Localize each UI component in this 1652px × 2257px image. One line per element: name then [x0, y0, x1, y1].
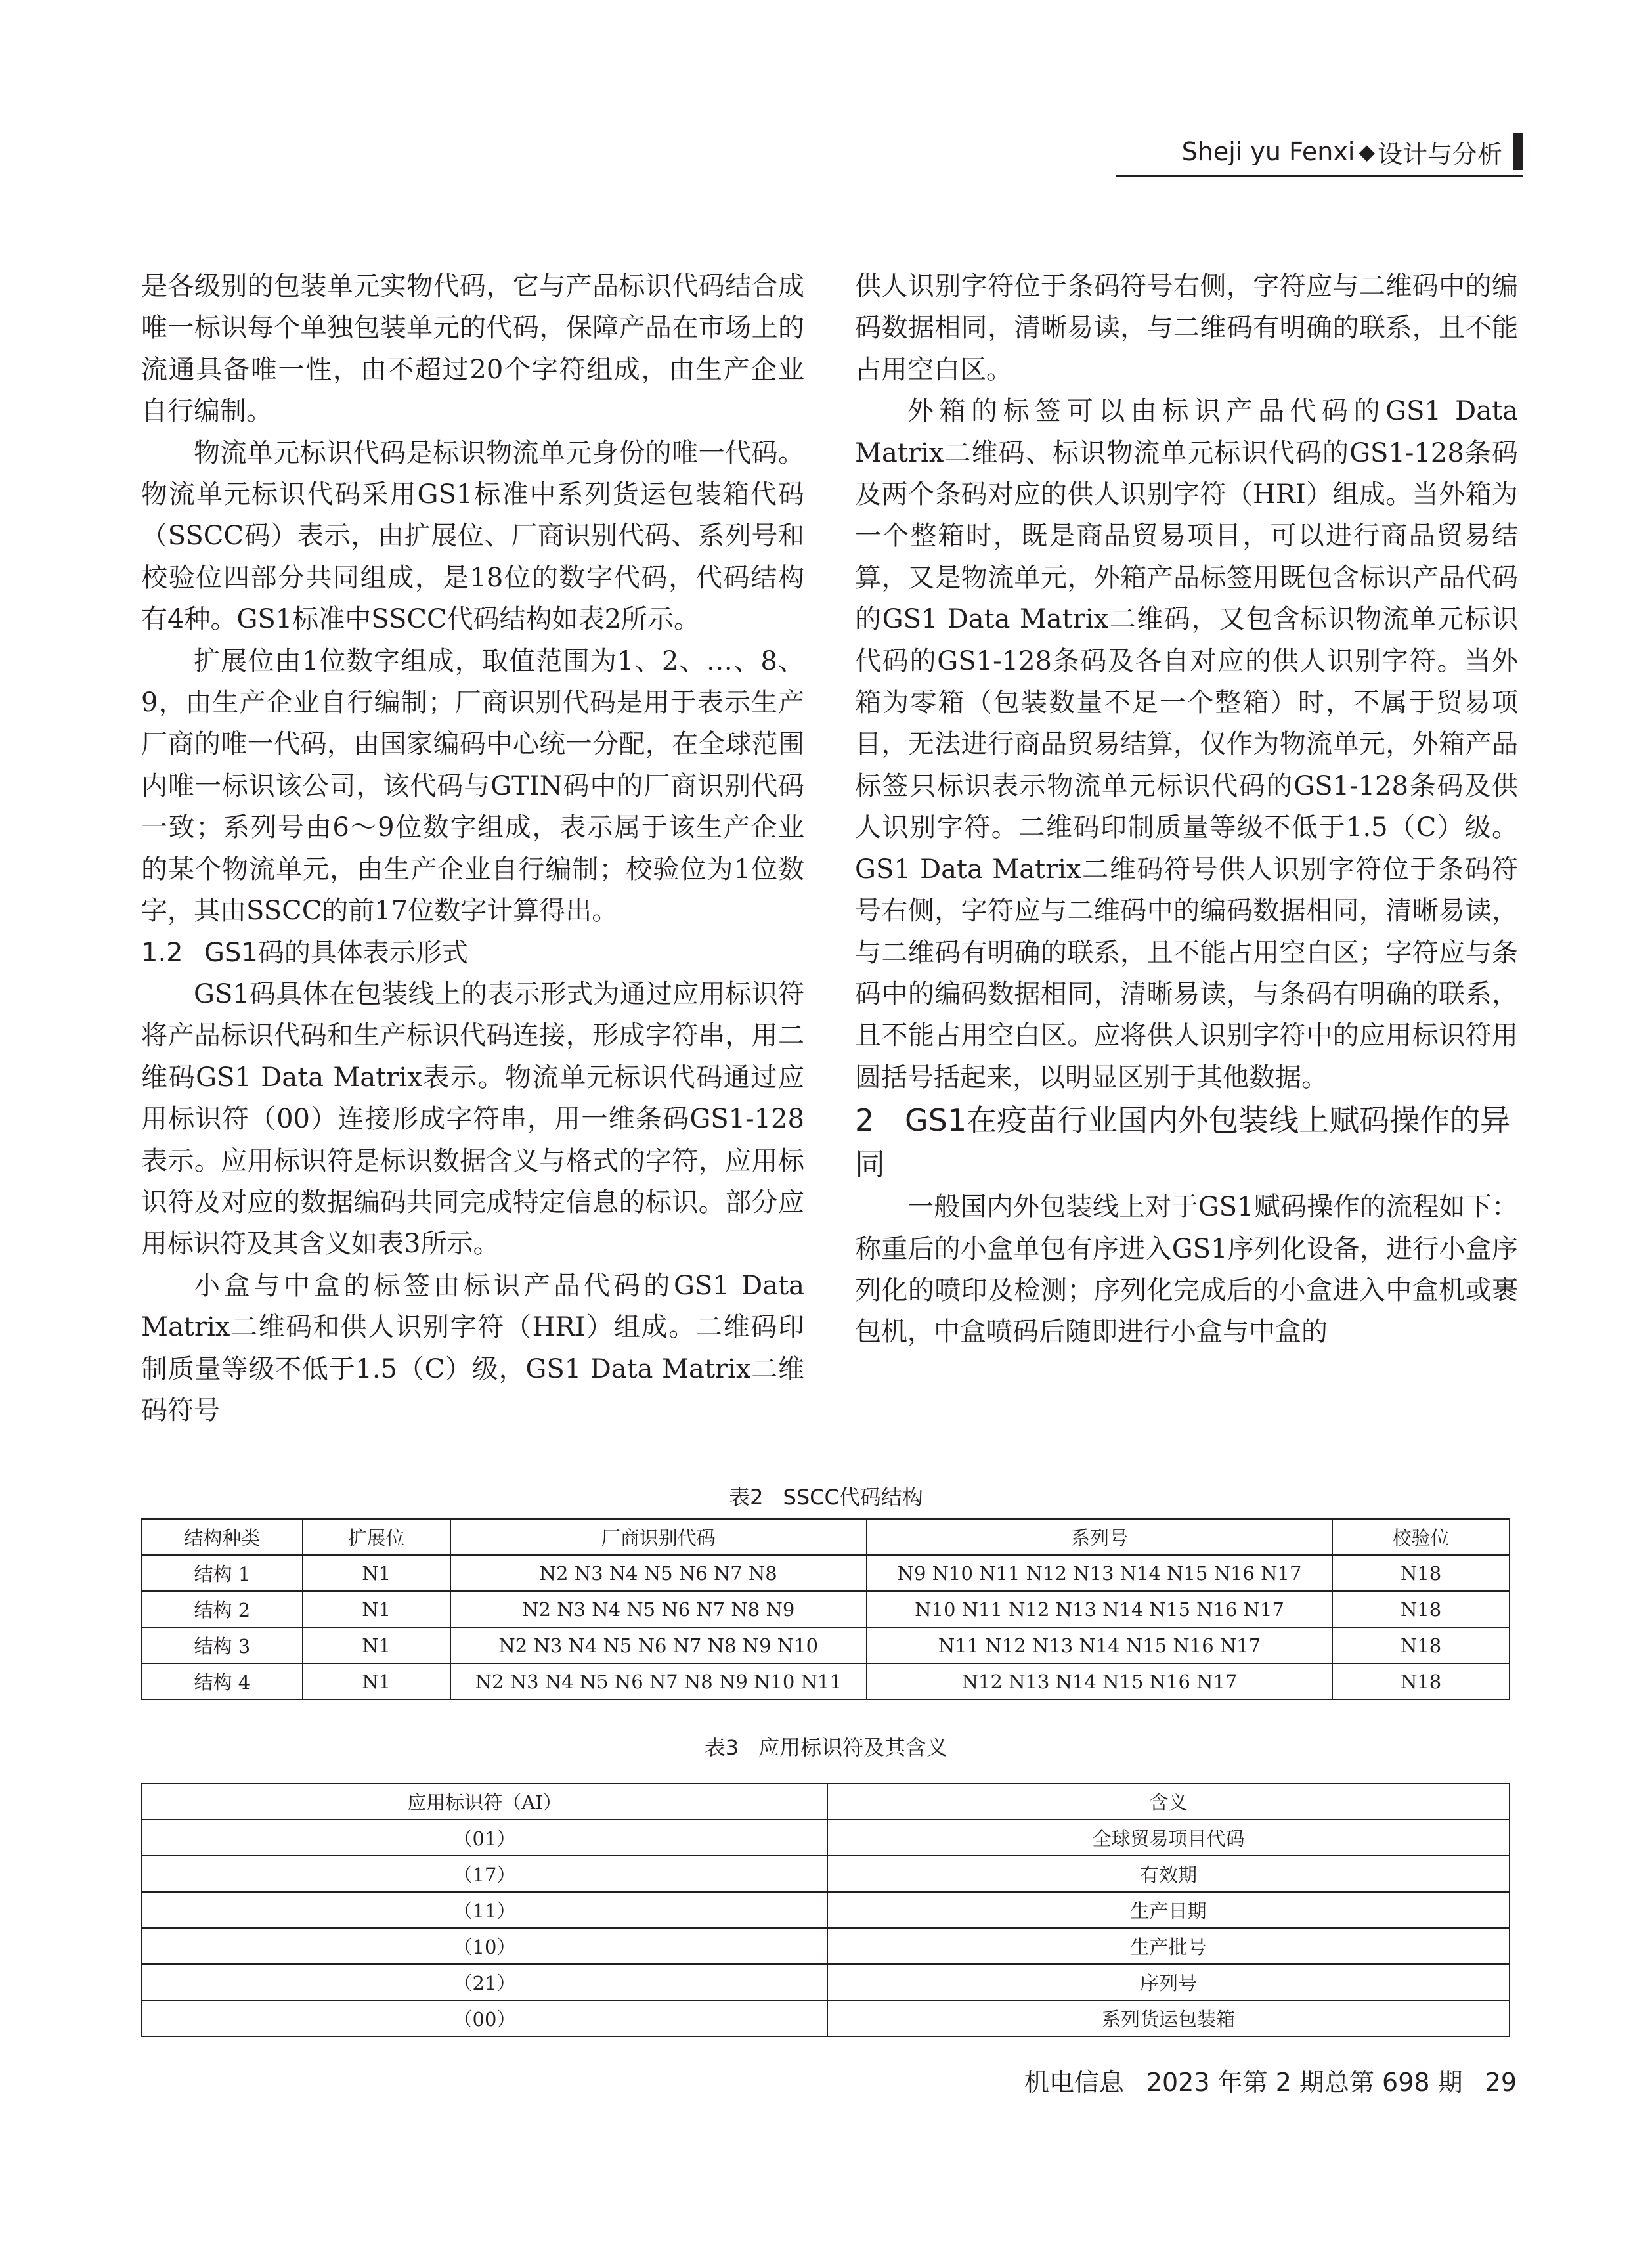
table-cell: 系列货运包装箱 — [827, 2000, 1510, 2036]
header-cell: 校验位 — [1332, 1519, 1510, 1555]
table-row — [142, 1892, 1510, 1928]
table-cell: 序列号 — [827, 1964, 1510, 2000]
section-title: GS1在疫苗行业国内外包装线上赋码操作的异同 — [855, 1103, 1511, 1183]
table-cell: N1 — [303, 1627, 450, 1663]
table2-caption-number: 表2 — [729, 1485, 764, 1510]
paragraph: 是各级别的包装单元实物代码，它与产品标识代码结合成唯一标识每个单独包装单元的代码，保障产品在市场上的流通具备唯一性，由不超过20个字符组成，由生产企业自行编制。 — [141, 271, 804, 427]
left-column — [141, 266, 804, 1432]
table-row — [142, 1663, 1510, 1699]
paragraph: 物流单元标识代码是标识物流单元身份的唯一代码。物流单元标识代码采用GS1标准中系列货运包装箱代码（SSCC码）表示，由扩展位、厂商识别代码、系列号和校验位四部分共同组成，是18位的数字代码，代码结构有4种。GS1标准中SSCC代码结构如表2所示。 — [141, 437, 804, 635]
table3-caption — [0, 1731, 1652, 1761]
table-row — [142, 1928, 1510, 1964]
section-number: 1.2 — [141, 937, 183, 968]
table2 — [141, 1518, 1510, 1700]
running-header — [1116, 129, 1523, 175]
header-rule — [1116, 175, 1523, 177]
table2-caption-title: SSCC代码结构 — [783, 1485, 923, 1510]
paragraph: GS1码具体在包装线上的表示形式为通过应用标识符将产品标识代码和生产标识代码连接，形成字符串，用二维码GS1 Data Matrix表示。物流单元标识代码通过应用标识符（00）连接形成字符串，用一维条码GS1-128表示。应用标识符是标识数据含义与格式的字符，应用标识符及对应的数据编码共同完成特定信息的标识。部分应用标识符及其含义如表3所示。 — [141, 978, 804, 1260]
table3 — [141, 1783, 1510, 2037]
table-cell: N11 N12 N13 N14 N15 N16 N17 — [867, 1627, 1332, 1663]
table-row — [142, 1555, 1510, 1591]
table-cell: N18 — [1332, 1627, 1510, 1663]
paragraph: 扩展位由1位数字组成，取值范围为1、2、…、8、9，由生产企业自行编制；厂商识别代码是用于表示生产厂商的唯一代码，由国家编码中心统一分配，在全球范围内唯一标识该公司，该代码与GTIN码中的厂商识别代码一致；系列号由6～9位数字组成，表示属于该生产企业的某个物流单元，由生产企业自行编制；校验位为1位数字，其由SSCC的前17位数字计算得出。 — [141, 646, 804, 927]
table-cell: 生产批号 — [827, 1928, 1510, 1964]
table-cell: N9 N10 N11 N12 N13 N14 N15 N16 N17 — [867, 1555, 1332, 1591]
table-row — [142, 2000, 1510, 2036]
right-column — [855, 266, 1518, 1353]
table-row — [142, 1820, 1510, 1856]
table-cell: （11） — [142, 1892, 827, 1928]
table-row — [142, 1964, 1510, 2000]
table-cell: N2 N3 N4 N5 N6 N7 N8 N9 N10 — [450, 1627, 867, 1663]
table-cell: （00） — [142, 2000, 827, 2036]
table-cell: （21） — [142, 1964, 827, 2000]
page-footer — [919, 2062, 1517, 2098]
page-number: 29 — [1485, 2068, 1517, 2097]
table-cell: N18 — [1332, 1555, 1510, 1591]
table-cell: 结构 2 — [142, 1591, 303, 1627]
header-cell: 应用标识符（AI） — [142, 1784, 827, 1820]
journal-name: 机电信息 — [1024, 2068, 1124, 2097]
table-cell: 全球贸易项目代码 — [827, 1820, 1510, 1856]
table-cell: 有效期 — [827, 1856, 1510, 1892]
header-bar — [1513, 133, 1523, 170]
header-cell: 结构种类 — [142, 1519, 303, 1555]
header-cell: 含义 — [827, 1784, 1510, 1820]
running-title-cn: 设计与分析 — [1377, 139, 1502, 169]
paragraph: 外箱的标签可以由标识产品代码的GS1 Data Matrix二维码、标识物流单元标识代码的GS1-128条码及两个条码对应的供人识别字符（HRI）组成。当外箱为一个整箱时，既是商品贸易项目，可以进行商品贸易结算，又是物流单元，外箱产品标签用既包含标识产品代码的GS1 Data Matrix二维码，又包含标识物流单元标识代码的GS1-128条码及各自对应的供人识别字符。当外箱为零箱（包装数量不足一个整箱）时，不属于贸易项目，无法进行商品贸易结算，仅作为物流单元，外箱产品标签只标识表示物流单元标识代码的GS1-128条码及供人识别字符。二维码印制质量等级不低于1.5（C）级。GS1 Data Matrix二维码符号供人识别字符位于条码符号右侧，字符应与二维码中的编码数据相同，清晰易读，与二维码有明确的联系，且不能占用空白区；字符应与条码中的编码数据相同，清晰易读，与条码有明确的联系，且不能占用空白区。应将供人识别字符中的应用标识符用圆括号括起来，以明显区别于其他数据。 — [855, 396, 1518, 1093]
paragraph: 供人识别字符位于条码符号右侧，字符应与二维码中的编码数据相同，清晰易读，与二维码有明确的联系，且不能占用空白区。 — [855, 271, 1518, 385]
table-cell: 结构 1 — [142, 1555, 303, 1591]
running-title-en: Sheji yu Fenxi — [1181, 137, 1355, 166]
paragraph: 一般国内外包装线上对于GS1赋码操作的流程如下：称重后的小盒单包有序进入GS1序列化设备，进行小盒序列化的喷印及检测；序列化完成后的小盒进入中盒机或裹包机，中盒喷码后随即进行小盒与中盒的 — [855, 1192, 1518, 1348]
table-cell: N2 N3 N4 N5 N6 N7 N8 — [450, 1555, 867, 1591]
section-title: GS1码的具体表示形式 — [204, 937, 468, 968]
table-cell: 生产日期 — [827, 1892, 1510, 1928]
header-cell: 系列号 — [867, 1519, 1332, 1555]
table-cell: 结构 4 — [142, 1663, 303, 1699]
table2-caption — [0, 1481, 1652, 1511]
table-cell: N1 — [303, 1663, 450, 1699]
table3-caption-number: 表3 — [704, 1735, 739, 1760]
table-cell: N10 N11 N12 N13 N14 N15 N16 N17 — [867, 1591, 1332, 1627]
table-cell: N2 N3 N4 N5 N6 N7 N8 N9 — [450, 1591, 867, 1627]
issue-info: 2023 年第 2 期总第 698 期 — [1146, 2068, 1463, 2097]
section-number: 2 — [855, 1103, 875, 1139]
diamond-icon: ◆ — [1359, 139, 1375, 164]
table-row — [142, 1856, 1510, 1892]
header-cell: 扩展位 — [303, 1519, 450, 1555]
paragraph: 小盒与中盒的标签由标识产品代码的GS1 Data Matrix二维码和供人识别字符（HRI）组成。二维码印制质量等级不低于1.5（C）级，GS1 Data Matrix二维码符号 — [141, 1270, 804, 1426]
section-heading — [141, 932, 804, 974]
table-row — [142, 1627, 1510, 1663]
table-cell: N1 — [303, 1555, 450, 1591]
table-cell: N1 — [303, 1591, 450, 1627]
table3-caption-title: 应用标识符及其含义 — [758, 1735, 948, 1760]
section-heading — [855, 1099, 1518, 1187]
table-cell: N12 N13 N14 N15 N16 N17 — [867, 1663, 1332, 1699]
table-cell: N2 N3 N4 N5 N6 N7 N8 N9 N10 N11 — [450, 1663, 867, 1699]
table-cell: N18 — [1332, 1663, 1510, 1699]
table-row — [142, 1591, 1510, 1627]
table-cell: （17） — [142, 1856, 827, 1892]
header-cell: 厂商识别代码 — [450, 1519, 867, 1555]
table-cell: N18 — [1332, 1591, 1510, 1627]
table-cell: 结构 3 — [142, 1627, 303, 1663]
table-header-row — [142, 1784, 1510, 1820]
table-cell: （10） — [142, 1928, 827, 1964]
table-header-row — [142, 1519, 1510, 1555]
table-cell: （01） — [142, 1820, 827, 1856]
